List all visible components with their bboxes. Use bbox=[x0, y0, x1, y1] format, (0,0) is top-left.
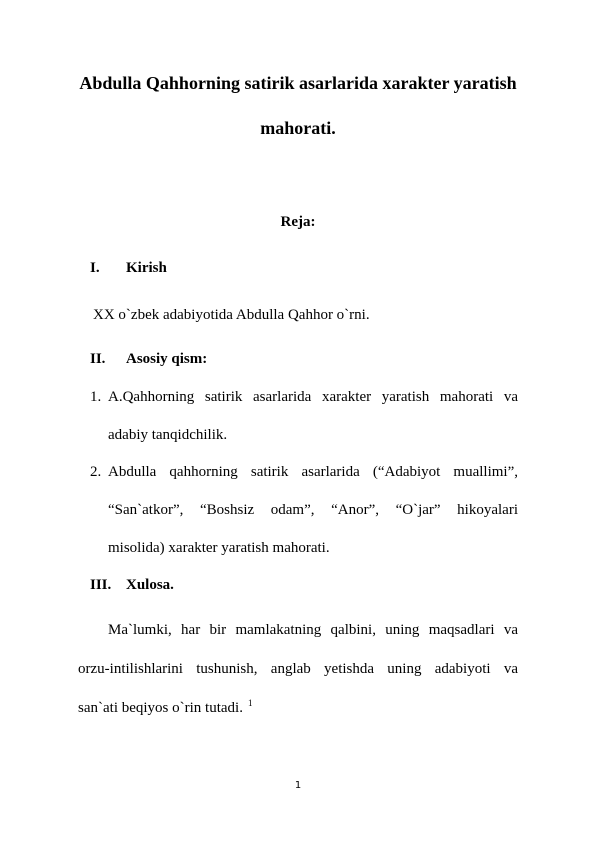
section-3-label: Xulosa. bbox=[126, 577, 174, 593]
section-1-label: Kirish bbox=[126, 260, 167, 276]
plan-section-3 bbox=[90, 577, 174, 594]
plan-item-1 bbox=[90, 389, 518, 406]
item-2-line-2: “San`atkor”, “Boshsiz odam”, “Anor”, “O`jar” hikoyalari bbox=[108, 502, 518, 518]
plan-section-1 bbox=[90, 260, 167, 277]
body-paragraph-line-3 bbox=[78, 698, 252, 717]
body-paragraph-line-1: Ma`lumki, har bir mamlakatning qalbini, uning maqsadlari va bbox=[108, 622, 518, 638]
section-2-numeral: II. bbox=[90, 351, 106, 367]
item-1-number: 1. bbox=[90, 389, 102, 405]
footnote-reference[interactable]: 1 bbox=[247, 698, 253, 708]
body-line-3-text: san`ati beqiyos o`rin tutadi. bbox=[78, 700, 243, 716]
section-3-numeral: III. bbox=[90, 577, 112, 593]
document-title-line-2: mahorati. bbox=[260, 118, 336, 138]
plan-intro-item: XX o`zbek adabiyotida Abdulla Qahhor o`rni. bbox=[93, 307, 370, 323]
plan-section-2 bbox=[90, 351, 207, 368]
section-1-numeral: I. bbox=[90, 260, 100, 276]
page-number: 1 bbox=[294, 780, 302, 791]
plan-item-2 bbox=[90, 464, 518, 481]
item-1-line-1: A.Qahhorning satirik asarlarida xarakter yaratish mahorati va bbox=[108, 389, 518, 405]
item-2-line-1: Abdulla qahhorning satirik asarlarida (“Adabiyot muallimi”, bbox=[108, 464, 518, 480]
item-1-line-2: adabiy tanqidchilik. bbox=[108, 427, 228, 443]
plan-heading: Reja: bbox=[280, 214, 316, 230]
item-2-line-3: misolida) xarakter yaratish mahorati. bbox=[108, 540, 330, 556]
section-2-label: Asosiy qism: bbox=[126, 351, 208, 367]
item-2-number: 2. bbox=[90, 464, 102, 480]
body-paragraph-line-2: orzu-intilishlarini tushunish, anglab yetishda uning adabiyoti va bbox=[78, 661, 518, 677]
document-title-line-1: Abdulla Qahhorning satirik asarlarida xarakter yaratish bbox=[79, 73, 517, 93]
